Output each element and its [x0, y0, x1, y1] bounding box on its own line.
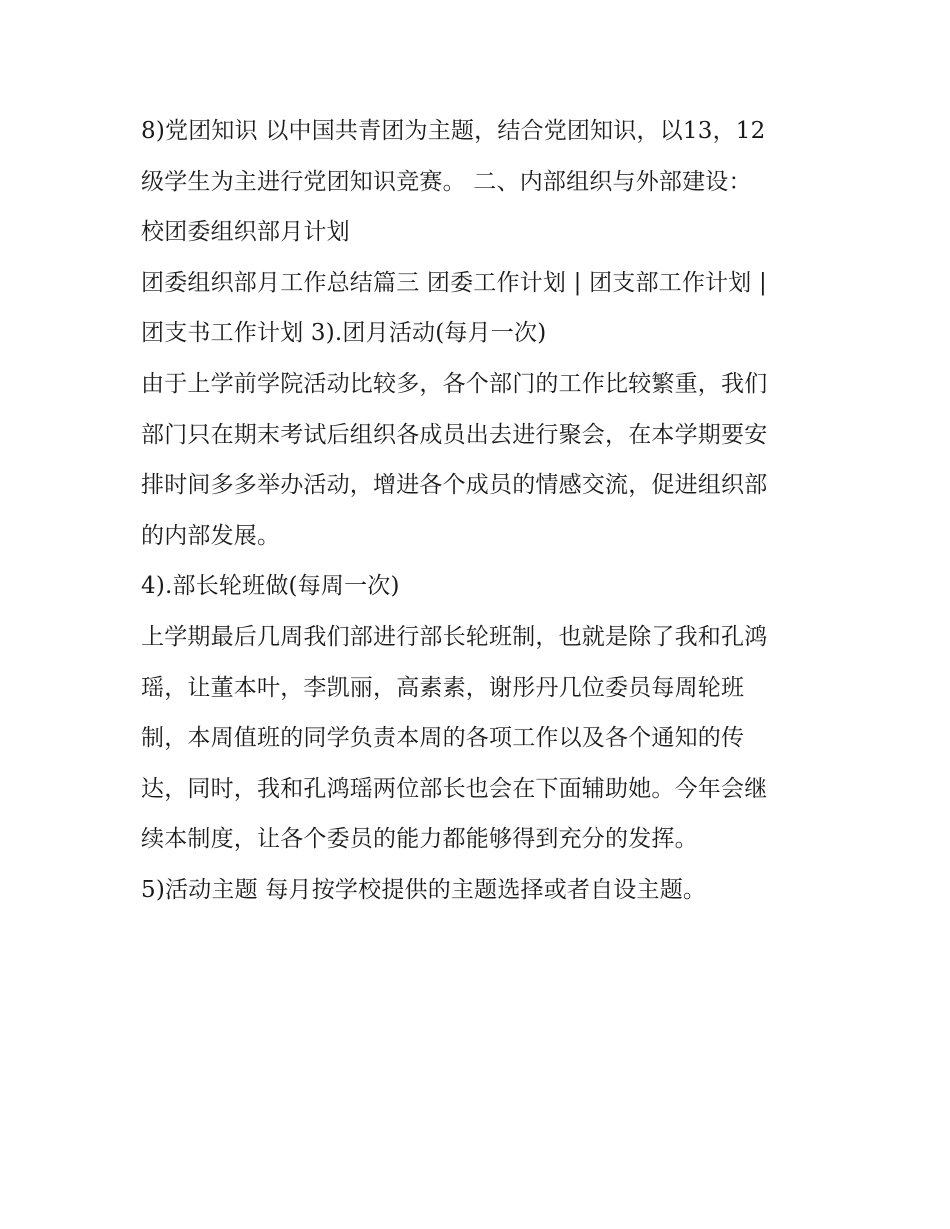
text-line: 4).部长轮班做(每周一次) — [141, 573, 400, 600]
text-line: 续本制度，让各个委员的能力都能够得到充分的发挥。 — [141, 826, 698, 853]
text-line: 的内部发展。 — [141, 522, 281, 549]
text-line: 5)活动主题 每月按学校提供的主题选择或者自设主题。 — [141, 876, 707, 903]
text-line: 团委组织部月工作总结篇三 团委工作计划 | 团支部工作计划 | — [141, 269, 767, 296]
text-line: 级学生为主进行党团知识竞赛。 二、内部组织与外部建设： — [141, 168, 752, 195]
text-line: 制，本周值班的同学负责本周的各项工作以及各个通知的传 — [141, 725, 745, 752]
text-line: 达，同时，我和孔鸿瑶两位部长也会在下面辅助她。今年会继 — [141, 775, 768, 802]
document-body — [141, 106, 821, 916]
text-line: 8)党团知识 以中国共青团为主题，结合党团知识，以13，12 — [141, 118, 766, 144]
text-line: 部门只在期末考试后组织各成员出去进行聚会，在本学期要安 — [141, 421, 768, 448]
text-line: 上学期最后几周我们部进行部长轮班制，也就是除了我和孔鸿 — [141, 623, 768, 650]
text-line: 团支书工作计划 3).团月活动(每月一次) — [141, 320, 547, 347]
text-line: 排时间多多举办活动，增进各个成员的情感交流，促进组织部 — [141, 472, 768, 499]
text-line: 瑶，让董本叶，李凯丽，高素素，谢彤丹几位委员每周轮班 — [141, 674, 745, 701]
text-line: 校团委组织部月计划 — [141, 219, 350, 246]
text-line: 由于上学前学院活动比较多，各个部门的工作比较繁重，我们 — [141, 370, 768, 397]
